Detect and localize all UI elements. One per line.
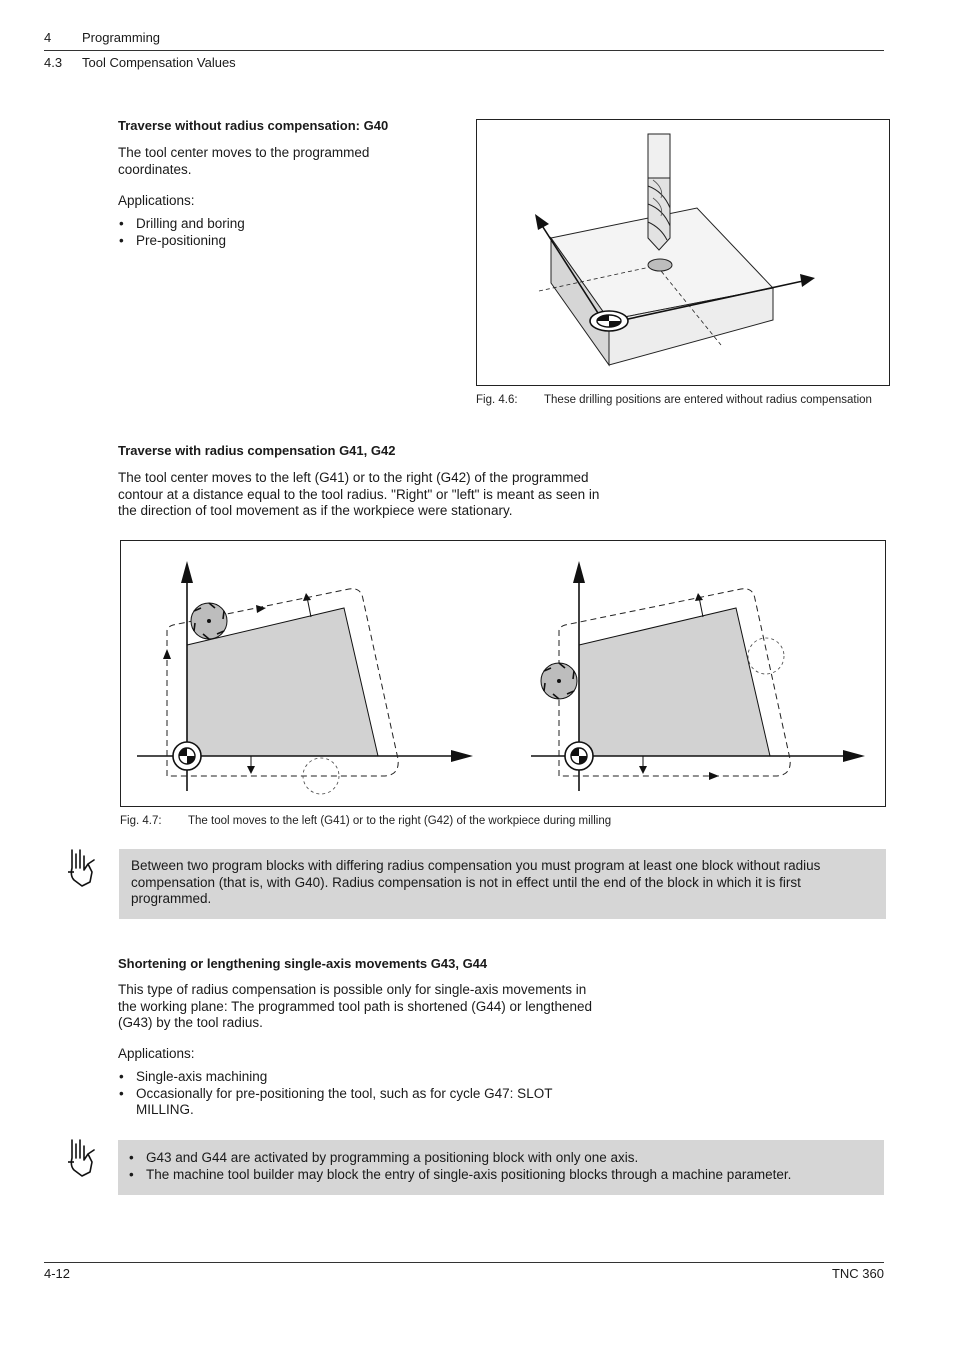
g41-heading: Traverse with radius compensation G41, G42	[118, 443, 396, 458]
list-item: • Occasionally for pre-positioning the tool, such as for cycle G47: SLOT MILLING.	[118, 1086, 588, 1119]
figure-number: Fig. 4.6:	[476, 394, 518, 406]
x-axis-arrow	[451, 750, 473, 762]
direction-arrow	[709, 772, 719, 780]
drilling-illustration	[477, 120, 889, 385]
footer-page-number: 4-12	[44, 1266, 71, 1281]
header-section-number: 4.3	[44, 55, 63, 70]
x-axis-arrow	[843, 750, 865, 762]
note-bullet-list	[128, 1150, 880, 1183]
offset-arrowhead	[247, 766, 255, 774]
panel-g42	[531, 561, 865, 791]
figure-4-6-drilling	[476, 119, 890, 386]
offset-arrowhead	[639, 766, 647, 774]
list-item: • Drilling and boring	[118, 216, 438, 233]
list-item: • G43 and G44 are activated by programming a positioning block with only one axis.	[128, 1150, 880, 1167]
drill-hole	[648, 259, 672, 271]
g40-heading: Traverse without radius compensation: G40	[118, 118, 389, 133]
y-axis-arrow	[535, 214, 549, 230]
header-chapter-title: Programming	[82, 30, 161, 45]
direction-arrow	[256, 605, 266, 613]
g43-heading: Shortening or lengthening single-axis movements G43, G44	[118, 956, 488, 971]
list-item: • The machine tool builder may block the entry of single-axis positioning blocks through a machine parameter.	[128, 1167, 880, 1184]
note-box	[119, 849, 886, 919]
pointing-hand-icon	[66, 848, 96, 888]
figure-4-6-caption	[476, 393, 888, 407]
panel-g41	[137, 561, 473, 794]
g41-paragraph: The tool center moves to the left (G41) or to the right (G42) of the programmed contour at a distance equal to the tool radius. "Right" or "left" is meant as seen in the direction of tool movement as if the workpiece were stationary.	[118, 470, 600, 518]
note-box	[118, 1140, 884, 1195]
workpiece	[579, 608, 770, 756]
figure-number: Fig. 4.7:	[120, 815, 162, 827]
header-rule	[44, 50, 884, 51]
figure-4-7-milling	[120, 540, 886, 807]
g40-paragraph: The tool center moves to the programmed coordinates.	[118, 145, 370, 177]
milling-illustration	[121, 541, 885, 806]
footer-product-name: TNC 360	[831, 1266, 884, 1281]
g43-paragraph: This type of radius compensation is possible only for single-axis movements in the working plane: The programmed tool path is shortened (G44) or lengthened (G43) by the tool radius.	[118, 982, 593, 1030]
list-item: • Single-axis machining	[118, 1069, 588, 1086]
pointing-hand-icon	[66, 1138, 96, 1178]
g43-bullet-list	[118, 1069, 588, 1119]
drill-shank	[648, 134, 670, 178]
list-item: • Pre-positioning	[118, 233, 438, 250]
milling-cutter-icon	[191, 603, 227, 639]
figure-caption-text: The tool moves to the left (G41) or to the right (G42) of the workpiece during milling	[188, 815, 612, 827]
milling-cutter-icon	[541, 663, 577, 699]
figure-caption-text: These drilling positions are entered without radius compensation	[544, 394, 872, 406]
y-axis-arrow	[573, 561, 585, 583]
tool-position-circle	[748, 638, 784, 674]
note-text: Between two program blocks with differing radius compensation you must program at least one block without radius compensation (that is, with G40). Radius compensation is not in effect until the end of the block in which it is first programmed.	[131, 858, 821, 906]
direction-arrow	[163, 649, 171, 659]
header-chapter-number: 4	[44, 30, 52, 45]
header-section-title: Tool Compensation Values	[82, 55, 236, 70]
x-axis-arrow	[800, 274, 815, 287]
g43-applications-label: Applications:	[118, 1046, 195, 1061]
y-axis-arrow	[181, 561, 193, 583]
figure-4-7-caption	[120, 814, 884, 828]
footer-rule	[44, 1262, 884, 1263]
g40-bullet-list	[118, 216, 438, 249]
g40-applications-label: Applications:	[118, 193, 195, 208]
